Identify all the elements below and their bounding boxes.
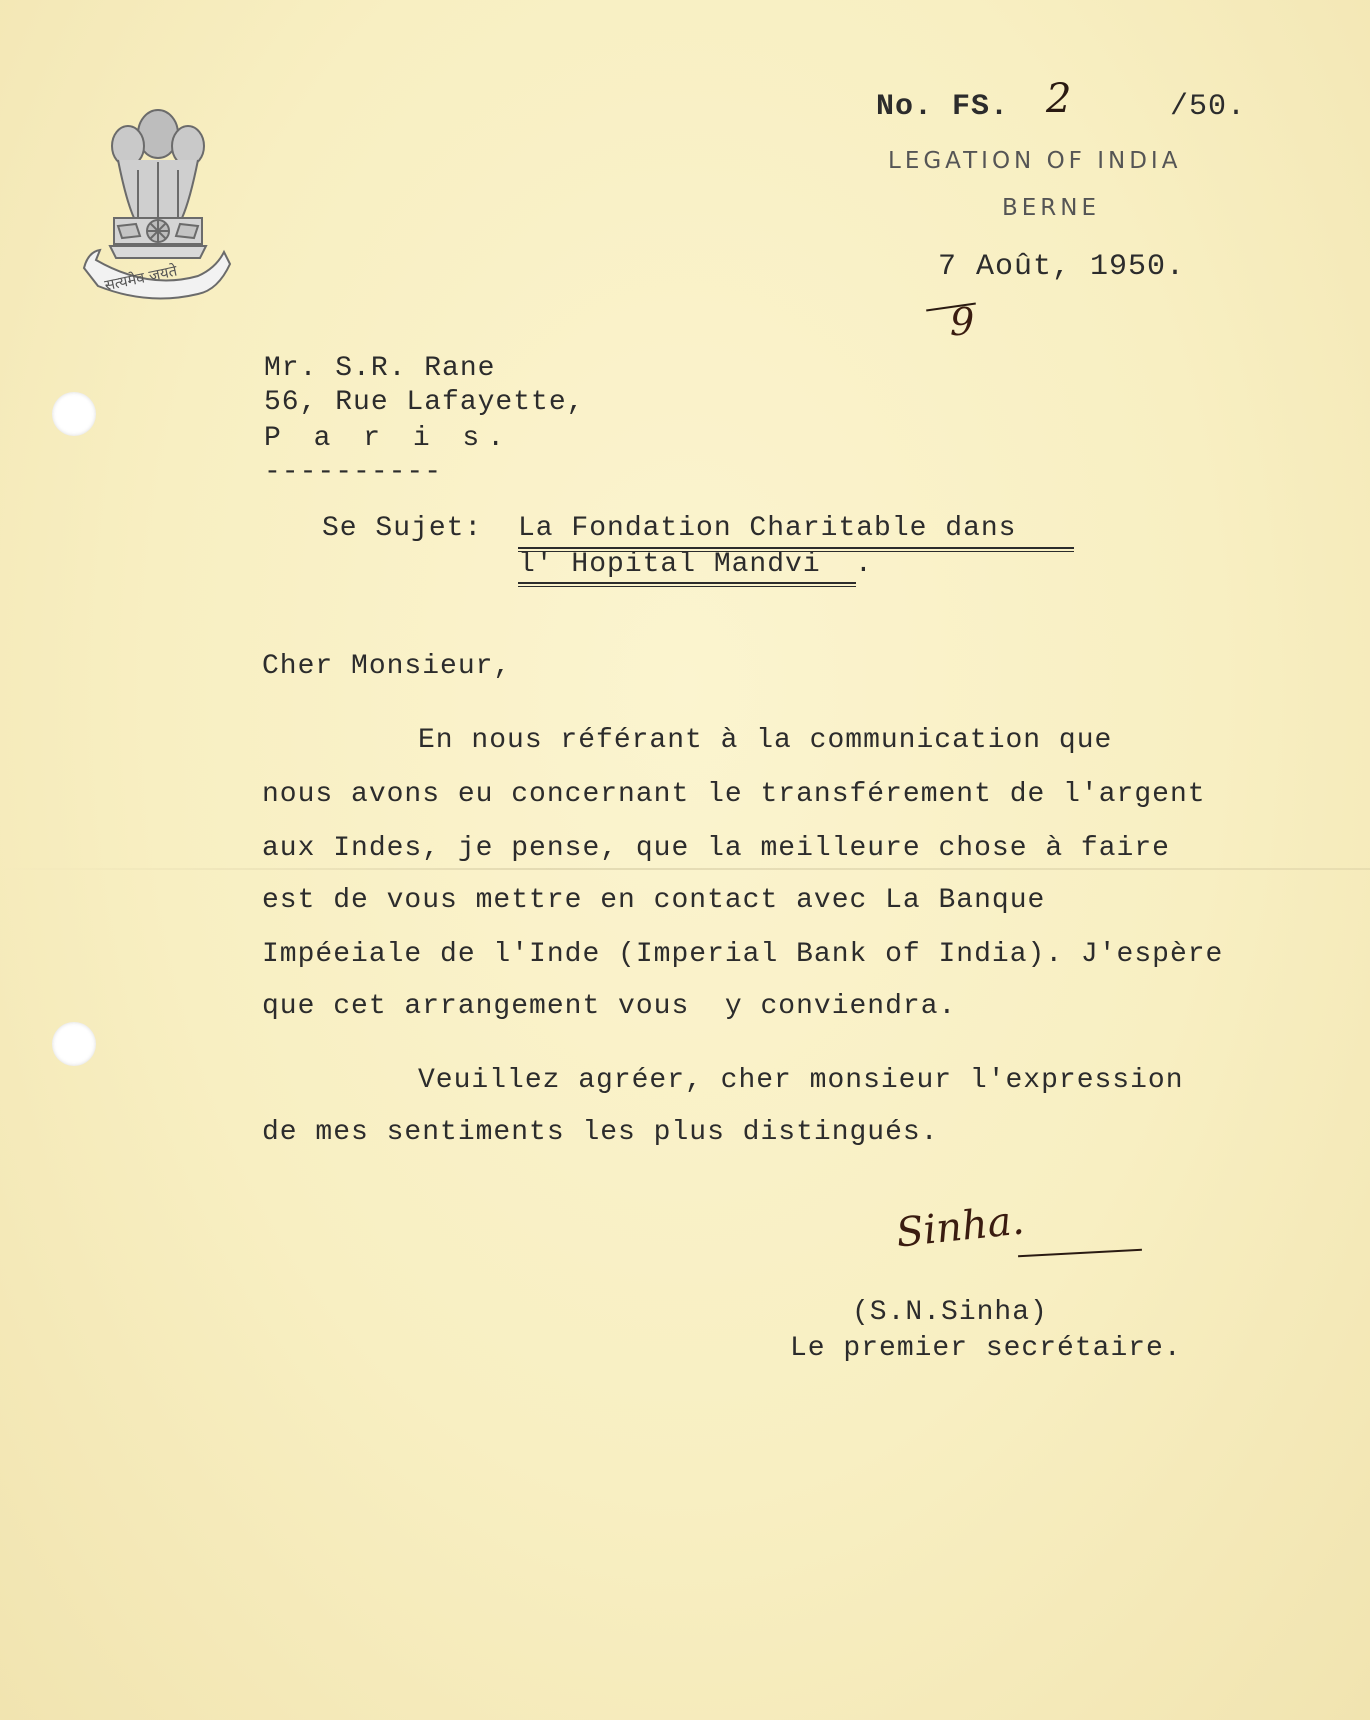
emblem-motto: सत्यमेव जयते [102, 261, 179, 295]
paragraph-1-line: Impéeiale de l'Inde (Imperial Bank of India). J'espère [262, 939, 1224, 970]
reference-prefix: No. FS. [876, 90, 1010, 124]
subject-underline [518, 582, 856, 584]
paragraph-1-line: nous avons eu concernant le transférement de l'argent [262, 779, 1206, 810]
city-heading: BERNE [1002, 195, 1101, 221]
paragraph-1-line: que cet arrangement vous y conviendra. [262, 991, 957, 1022]
signature-underline [1018, 1249, 1142, 1257]
punch-hole [52, 392, 96, 436]
subject-line-1: La Fondation Charitable dans [518, 513, 1017, 544]
reference-number-handwritten: 2 [1046, 76, 1072, 122]
handwritten-mark: 9 [950, 300, 975, 344]
subject-line-2-end: . [855, 549, 873, 580]
handwritten-signature: Sinha. [893, 1197, 1027, 1257]
paragraph-1-line: En nous référant à la communication que [418, 725, 1113, 756]
recipient-rule: ---------- [264, 457, 443, 488]
letter-date: 7 Août, 1950. [938, 250, 1186, 284]
punch-hole [52, 1022, 96, 1066]
signatory-name: (S.N.Sinha) [852, 1297, 1048, 1328]
subject-label: Se Sujet: [322, 513, 483, 544]
recipient-name: Mr. S.R. Rane [264, 353, 496, 384]
fold-crease [0, 868, 1370, 870]
subject-underline [518, 586, 856, 587]
paragraph-2-line: Veuillez agréer, cher monsieur l'expression [418, 1065, 1184, 1096]
paragraph-1-line: aux Indes, je pense, que la meilleure chose à faire [262, 833, 1170, 864]
legation-heading: LEGATION OF INDIA [888, 148, 1182, 174]
ashoka-lion-capital-emblem-icon [78, 100, 238, 320]
paragraph-1-line: est de vous mettre en contact avec La Banque [262, 885, 1046, 916]
recipient-street: 56, Rue Lafayette, [264, 387, 585, 418]
subject-line-2: l' Hopital Mandvi [518, 549, 821, 580]
salutation: Cher Monsieur, [262, 651, 512, 682]
reference-suffix: /50. [1170, 90, 1247, 124]
recipient-city: P a r i s. [264, 423, 513, 454]
signatory-title: Le premier secrétaire. [790, 1333, 1182, 1364]
paragraph-2-line: de mes sentiments les plus distingués. [262, 1117, 939, 1148]
